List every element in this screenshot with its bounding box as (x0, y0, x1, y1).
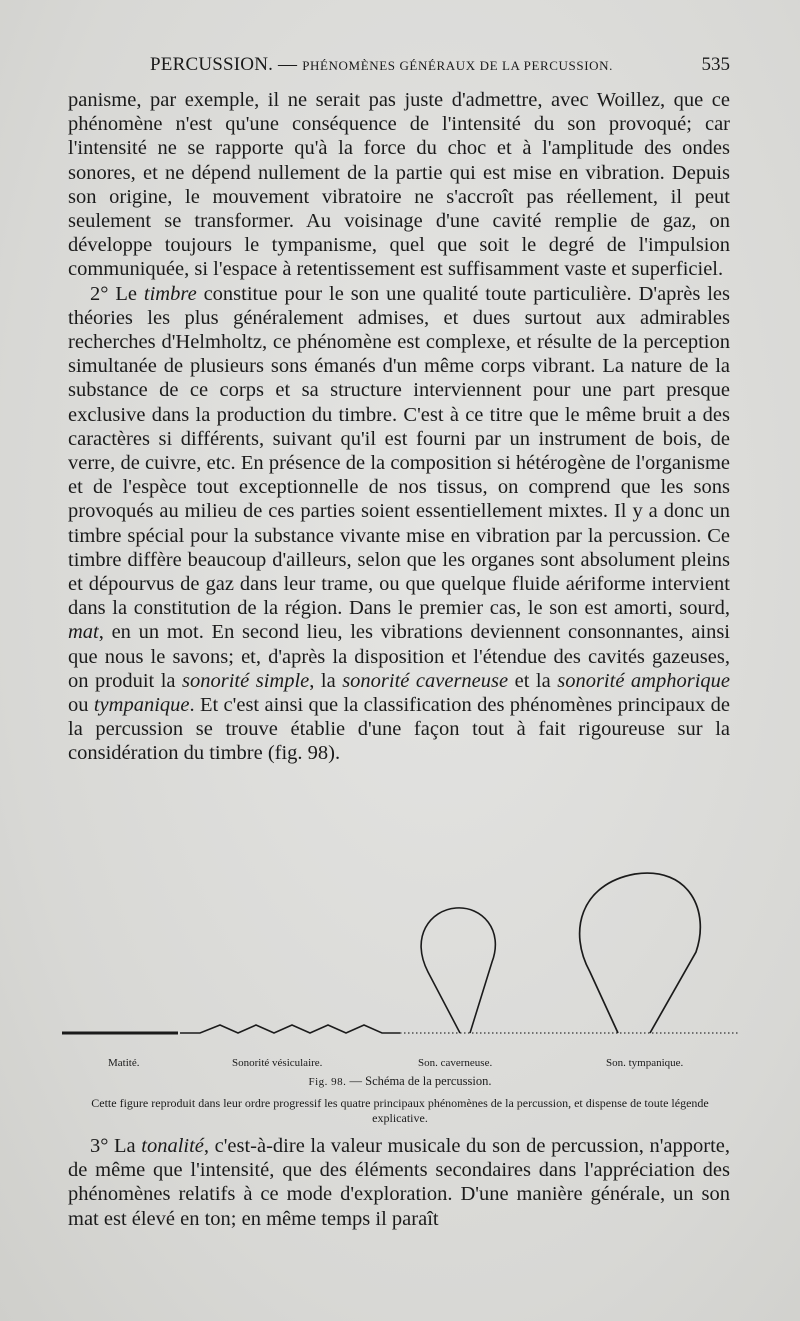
header-subtitle: PHÉNOMÈNES GÉNÉRAUX DE LA PERCUSSION. (302, 58, 613, 73)
p2-part: . Et c'est ainsi que la classification des phénomènes principaux de la percussion se trouve établie d'une façon tout à fait rigoureuse sur la considération du timbre (fig. 98). (68, 694, 730, 765)
p2-part: ou (68, 694, 94, 717)
caverneuse-loop (421, 908, 495, 1033)
p2-part: , en un mot. En second lieu, les vibrations deviennent consonnantes, ainsi que nous le savons; et, d'après la disposition et l'étendue des cavités gazeuses, on produit la (68, 621, 730, 692)
header-dash: — (278, 54, 298, 75)
term-sonorite-caverneuse: sonorité caverneuse (342, 669, 509, 692)
header-title-main: PERCUSSION. (150, 54, 274, 75)
running-title (150, 54, 613, 76)
label-matite: Matité. (108, 1057, 140, 1069)
figure-98 (60, 862, 740, 1062)
figure-caption (60, 1074, 740, 1089)
term-tympanique: tympanique (93, 694, 190, 717)
term-tonalite: tonalité (141, 1135, 204, 1157)
main-text-continued (68, 1134, 730, 1231)
caption-fig-number: Fig. 98. (308, 1076, 347, 1088)
term-mat: mat (68, 621, 99, 644)
main-text (68, 88, 730, 766)
percussion-schema (60, 862, 740, 1062)
term-sonorite-amphorique: sonorité amphorique (557, 669, 730, 692)
caption-text: — Schéma de la percussion. (346, 1074, 492, 1088)
paragraph-2 (68, 282, 730, 766)
running-header (150, 54, 730, 84)
p2-part: constitue pour le son une qualité toute particulière. D'après les théories les plus généralement admises, et dues surtout aux admirables recherches d'Helmholtz, ce phénomène est complexe, et résulte de la perception simultanée de plusieurs sons émanés d'un même corps vibrant. La nature de la substance de ce corps et sa structure interviennent pour une part presque exclusive dans la production du timbre. C'est à ce titre que le même bruit a des caractères si différents, suivant qu'il est fourni par un instrument de bois, de verre, de cuivre, etc. En présence de la composition si hétérogène de l'organisme et de l'espèce tout exceptionnelle de nos tissus, on comprend que les sons provoqués au milieu de ces parties soient essentiellement mixtes. Il y a donc un timbre spécial pour la substance vivante mise en vibration par la percussion. Ce timbre diffère beaucoup d'ailleurs, selon que les organes sont absolument pleins et dépourvus de gaz dans leur trame, ou que quelque fluide aériforme intervient dans la constitution de la région. Dans le premier cas, le son est amorti, sourd, (68, 282, 730, 620)
p2-part: et la (508, 669, 558, 692)
page-number: 535 (701, 54, 730, 75)
p2-part: 2° Le (90, 282, 144, 305)
term-sonorite-simple: sonorité simple (182, 669, 310, 692)
paragraph-1: panisme, par exemple, il ne serait pas juste d'admettre, avec Woillez, que ce phénomène n'est qu'une conséquence de l'intensité du son provoqué; car l'intensité ne se rapporte qu'à la force du choc et à l'amplitude des ondes sonores, et ne dépend nullement de la partie qui est mise en vibration. Depuis son origine, le mouvement vibratoire ne s'accroît pas réellement, il peut seulement se transformer. Au voisinage d'une cavité remplie de gaz, on développe toujours le tympanisme, quel que soit le degré de l'impulsion communiquée, si l'espace à retentissement est suffisamment vaste et superficiel. (68, 89, 730, 281)
p2-part: , la (309, 669, 343, 692)
p3-part: , c'est-à-dire la valeur musicale du son de percussion, n'apporte, de même que l'intensité, que des éléments secondaires dans l'appréciation des phénomènes relatifs à ce mode d'exploration. D'une manière générale, un son mat est élevé en ton; en même temps il paraît (68, 1135, 730, 1230)
figure-labels (60, 1057, 740, 1073)
label-son-caverneuse: Son. caverneuse. (418, 1057, 493, 1069)
term-timbre: timbre (143, 282, 197, 305)
figure-note: Cette figure reproduit dans leur ordre progressif les quatre principaux phénomènes de la percussion, et dispense de toute légende explicative. (91, 1096, 709, 1125)
tympanique-loop (580, 873, 701, 1033)
p3-part: 3° La (90, 1135, 142, 1157)
label-sonorite-vesiculaire: Sonorité vésiculaire. (232, 1057, 323, 1069)
label-son-tympanique: Son. tympanique. (606, 1057, 684, 1069)
paragraph-3 (68, 1134, 730, 1231)
vesiculaire-zigzag (180, 1025, 400, 1033)
